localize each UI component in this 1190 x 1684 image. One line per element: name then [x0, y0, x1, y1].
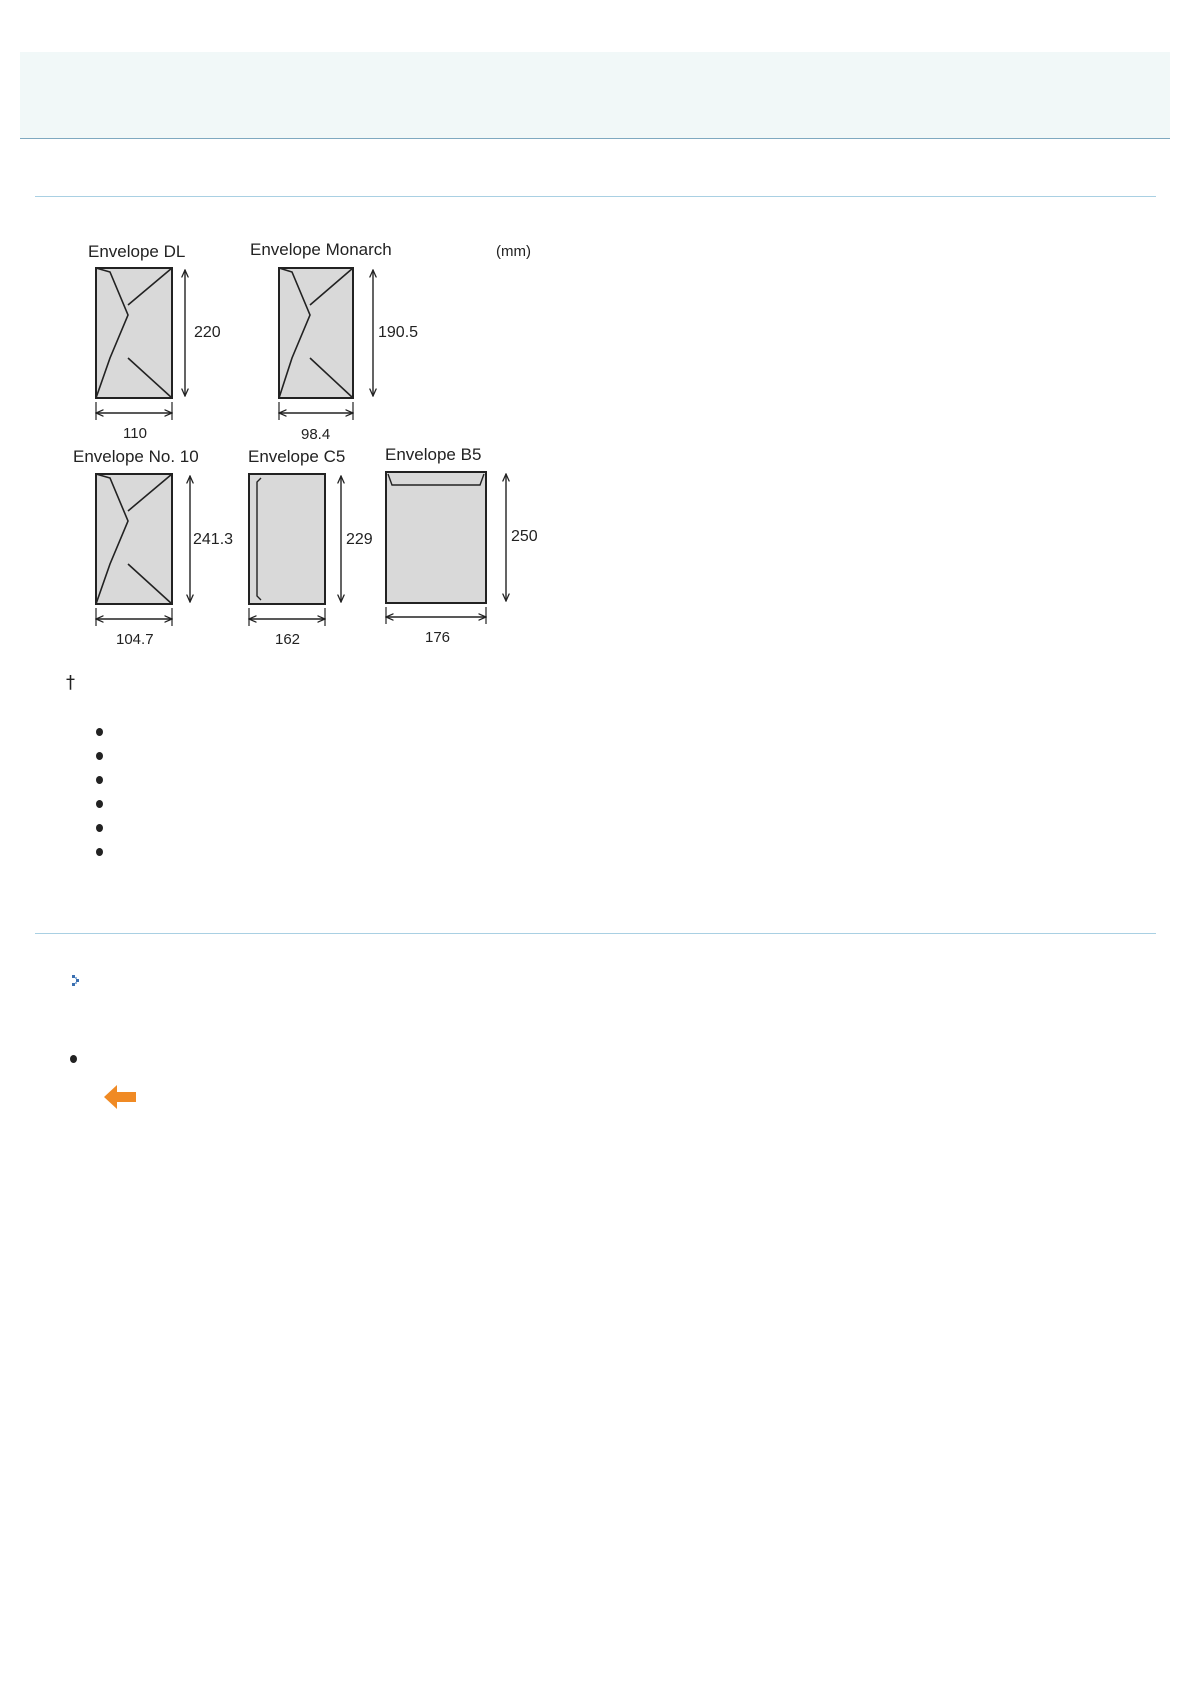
- envelope-b5-name: Envelope B5: [385, 445, 482, 464]
- envelope-b5-height: 250: [511, 528, 538, 545]
- chevron-right-icon[interactable]: [71, 974, 85, 988]
- list-bullet: [96, 848, 103, 856]
- list-bullet: [96, 776, 103, 784]
- list-bullet: [96, 728, 103, 736]
- list-bullet: [96, 800, 103, 808]
- unit-label: (mm): [496, 243, 531, 260]
- envelope-c5-name: Envelope C5: [248, 447, 346, 466]
- envelope-c5: [248, 447, 373, 648]
- envelope-c5-height: 229: [346, 531, 373, 548]
- section-rule-top: [35, 196, 1156, 197]
- envelope-monarch-width: 98.4: [301, 426, 331, 443]
- envelope-c5-width: 162: [275, 631, 301, 648]
- section-rule-bottom: [35, 933, 1156, 934]
- envelope-b5: [385, 445, 538, 646]
- envelope-no10-name: Envelope No. 10: [73, 447, 199, 466]
- envelope-no10-width: 104.7: [116, 631, 154, 648]
- envelope-dl-name: Envelope DL: [88, 242, 186, 261]
- footnote-marker: †: [66, 672, 75, 693]
- envelope-monarch: [250, 240, 418, 443]
- envelope-no10: [73, 447, 233, 648]
- envelope-dl-height: 220: [194, 324, 221, 341]
- list-bullet: [96, 824, 103, 832]
- list-bullet: [96, 752, 103, 760]
- envelope-b5-width: 176: [425, 629, 451, 646]
- envelope-dl-width: 110: [123, 425, 147, 442]
- envelope-size-figure: [60, 230, 570, 650]
- envelope-dl: [88, 242, 221, 442]
- back-arrow-icon[interactable]: [102, 1082, 138, 1112]
- envelope-monarch-name: Envelope Monarch: [250, 240, 392, 259]
- envelope-no10-height: 241.3: [193, 531, 234, 548]
- list-bullet: [70, 1055, 77, 1063]
- header-band: [20, 52, 1170, 139]
- envelope-monarch-height: 190.5: [378, 324, 419, 341]
